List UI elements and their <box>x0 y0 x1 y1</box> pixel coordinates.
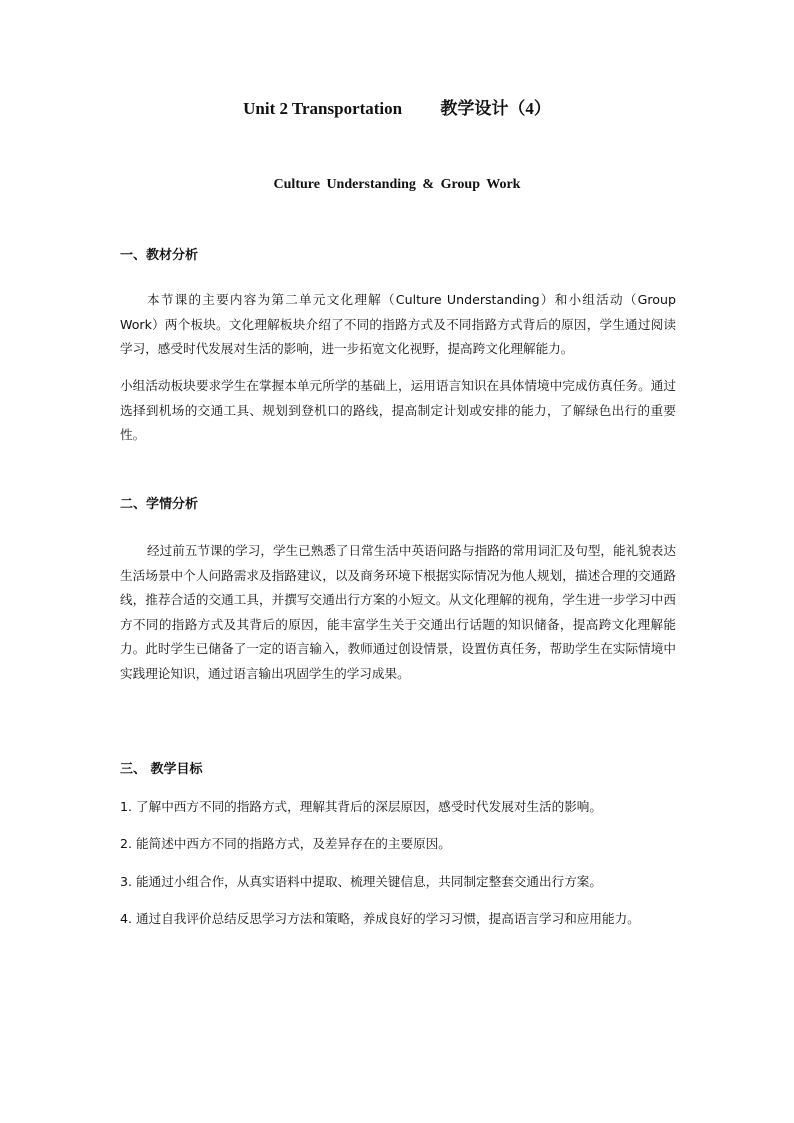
document-subtitle: Culture Understanding & Group Work <box>273 177 521 192</box>
analysis-paragraph-1: 本节课的主要内容为第二单元文化理解（Culture Understanding）和小组活动（Group Work）两个板块。文化理解板块介绍了不同的指路方式及不同指路方式背后的原因，学生通过阅读学习，感受时代发展对生活的影响，进一步拓宽文化视野，提高跨文化理解能力。 <box>120 292 676 356</box>
goal-item-3: 3. 能通过小组合作，从真实语料中提取、梳理关键信息，共同制定整套交通出行方案。 <box>120 874 602 889</box>
goal-item-2: 2. 能简述中西方不同的指路方式，及差异存在的主要原因。 <box>120 836 451 851</box>
section-heading-teaching-goals: 三、 教学目标 <box>120 762 203 777</box>
document-title: Unit 2 Transportation 教学设计（4） <box>243 99 551 118</box>
goal-item-1: 1. 了解中西方不同的指路方式，理解其背后的深层原因，感受时代发展对生活的影响。 <box>120 799 602 814</box>
goal-item-4: 4. 通过自我评价总结反思学习方法和策略，养成良好的学习习惯，提高语言学习和应用能力。 <box>120 911 640 926</box>
section-heading-learner-analysis: 二、学情分析 <box>120 497 199 512</box>
learners-paragraph-1: 经过前五节课的学习，学生已熟悉了日常生活中英语问路与指路的常用词汇及句型，能礼貌表达生活场景中个人问路需求及指路建议，以及商务环境下根据实际情况为他人规划，描述合理的交通路线，推荐合适的交通工具，并撰写交通出行方案的小短文。从文化理解的视角，学生进一步学习中西方不同的指路方式及其背后的原因，能丰富学生关于交通出行话题的知识储备，提高跨文化理解能力。此时学生已储备了一定的语言输入，教师通过创设情景，设置仿真任务，帮助学生在实际情境中实践理论知识，通过语言输出巩固学生的学习成果。 <box>120 543 676 681</box>
section-heading-textbook-analysis: 一、教材分析 <box>120 248 199 263</box>
analysis-paragraph-2: 小组活动板块要求学生在掌握本单元所学的基础上，运用语言知识在具体情境中完成仿真任务。通过选择到机场的交通工具、规划到登机口的路线，提高制定计划或安排的能力，了解绿色出行的重要性。 <box>120 378 676 442</box>
